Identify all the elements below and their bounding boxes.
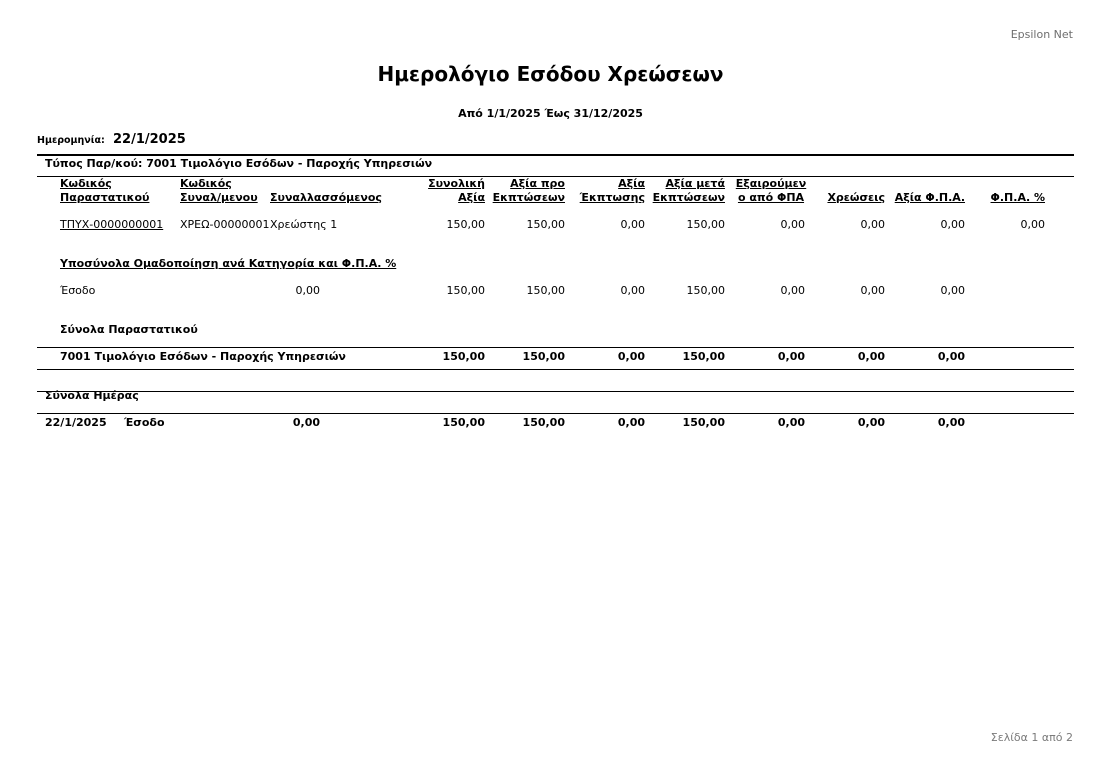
party-code: ΧΡΕΩ-00000001 xyxy=(180,218,270,231)
report-period: Από 1/1/2025 Έως 31/12/2025 xyxy=(458,107,643,120)
vat-exempt-value: 0,00 xyxy=(780,218,805,231)
doc-totals-title: Σύνολα Παραστατικού xyxy=(60,323,198,336)
header-discount-value: Αξία Έκπτωσης xyxy=(579,177,645,204)
day-totals-post-discount: 150,00 xyxy=(682,416,725,429)
discount-value: 0,00 xyxy=(620,218,645,231)
report-title: Ημερολόγιο Εσόδου Χρεώσεων xyxy=(377,62,724,86)
doc-totals-post-discount: 150,00 xyxy=(682,350,725,363)
subtotal-vat-exempt: 0,00 xyxy=(780,284,805,297)
doc-totals-pre-discount: 150,00 xyxy=(522,350,565,363)
day-totals-discount: 0,00 xyxy=(617,416,645,429)
divider xyxy=(37,413,1074,414)
header-vat-value: Αξία Φ.Π.Α. xyxy=(894,191,965,204)
header-vat-percent: Φ.Π.Α. % xyxy=(990,191,1045,204)
vat-percent: 0,00 xyxy=(1020,218,1045,231)
vat-value: 0,00 xyxy=(940,218,965,231)
divider xyxy=(37,369,1074,370)
doc-totals-vat-exempt: 0,00 xyxy=(777,350,805,363)
party-name: Χρεώστης 1 xyxy=(270,218,338,231)
header-post-discount: Αξία μετά Εκπτώσεων xyxy=(652,177,725,204)
divider xyxy=(37,347,1074,348)
header-party-name: Συναλλασσόμενος xyxy=(270,191,382,204)
day-totals-vat-value: 0,00 xyxy=(937,416,965,429)
header-pre-discount: Αξία προ Εκπτώσεων xyxy=(492,177,565,204)
doc-totals-vat-value: 0,00 xyxy=(937,350,965,363)
date-label: Ημερομηνία: xyxy=(37,135,105,146)
doc-type-heading: Τύπος Παρ/κού: 7001 Τιμολόγιο Εσόδων - Παροχής Υπηρεσιών xyxy=(45,157,433,170)
day-totals-total-value: 150,00 xyxy=(442,416,485,429)
date-value: 22/1/2025 xyxy=(113,132,186,147)
subtotal-post-discount: 150,00 xyxy=(686,284,725,297)
day-totals-vat-exempt: 0,00 xyxy=(777,416,805,429)
subtotal-amount: 0,00 xyxy=(295,284,320,297)
doc-totals-total-value: 150,00 xyxy=(442,350,485,363)
header-total-value: Συνολική Αξία xyxy=(428,177,485,204)
header-vat-exempt: Εξαιρούμεν ο από ΦΠΑ xyxy=(735,177,807,204)
day-totals-amount: 0,00 xyxy=(292,416,320,429)
charges-value: 0,00 xyxy=(860,218,885,231)
subtotal-pre-discount: 150,00 xyxy=(526,284,565,297)
subtotal-charges: 0,00 xyxy=(860,284,885,297)
doc-totals-discount: 0,00 xyxy=(617,350,645,363)
doc-totals-charges: 0,00 xyxy=(857,350,885,363)
subtotal-total-value: 150,00 xyxy=(446,284,485,297)
subtotal-vat-value: 0,00 xyxy=(940,284,965,297)
subtotal-discount: 0,00 xyxy=(620,284,645,297)
doc-totals-label: 7001 Τιμολόγιο Εσόδων - Παροχής Υπηρεσιών xyxy=(60,350,346,363)
subtotals-title: Υποσύνολα Ομαδοποίηση ανά Κατηγορία και Φ.Π.Α. % xyxy=(60,257,397,270)
header-party-code: Κωδικός Συναλ/μενου xyxy=(180,177,258,204)
total-value: 150,00 xyxy=(446,218,485,231)
day-totals-title: Σύνολα Ημέρας xyxy=(45,389,139,402)
post-discount-value: 150,00 xyxy=(686,218,725,231)
divider xyxy=(37,154,1074,156)
day-totals-pre-discount: 150,00 xyxy=(522,416,565,429)
day-totals-date: 22/1/2025 xyxy=(45,416,107,429)
day-totals-charges: 0,00 xyxy=(857,416,885,429)
pre-discount-value: 150,00 xyxy=(526,218,565,231)
header-charges: Χρεώσεις xyxy=(827,191,885,204)
header-doc-code: Κωδικός Παραστατικού xyxy=(60,177,150,204)
brand-label: Epsilon Net xyxy=(1010,28,1073,41)
subtotal-category: Έσοδο xyxy=(60,284,96,297)
page-indicator: Σελίδα 1 από 2 xyxy=(990,731,1073,744)
day-totals-category: Έσοδο xyxy=(124,416,165,429)
doc-code-link[interactable]: ΤΠΥΧ-0000000001 xyxy=(60,218,164,231)
divider xyxy=(37,391,1074,392)
